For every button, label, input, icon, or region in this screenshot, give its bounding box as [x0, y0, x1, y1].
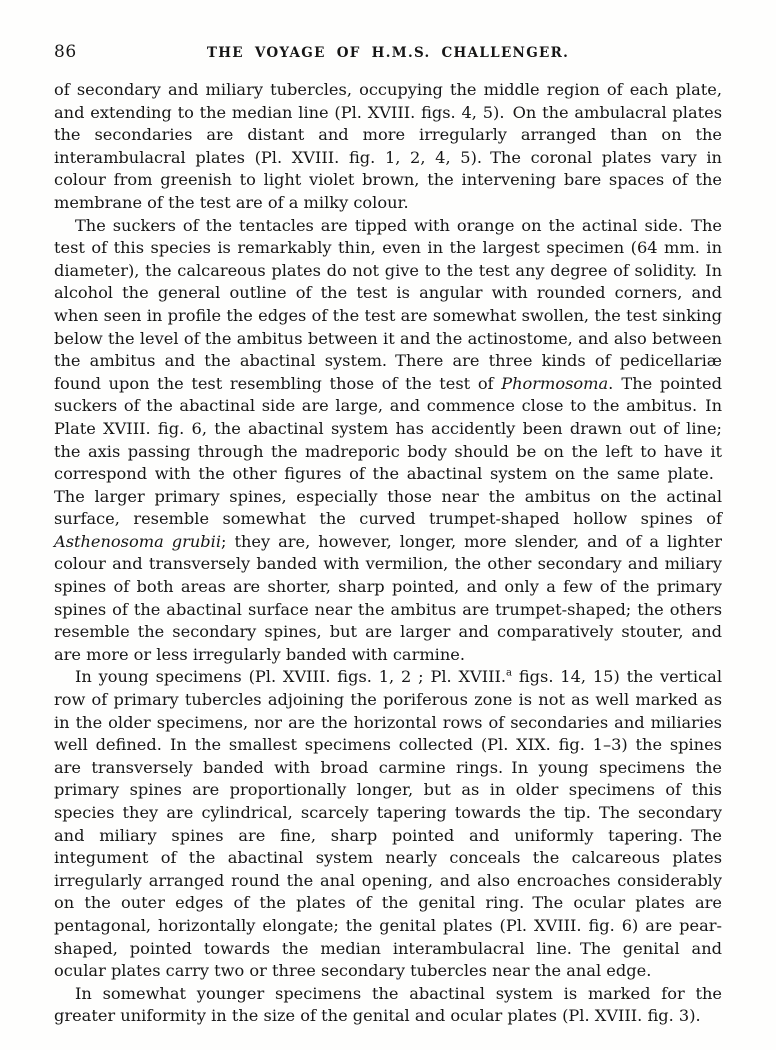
text-segment: The suckers of the tentacles are tipped with orange on the actinal side. The test of this species is remarkably thin, even in the largest specimen (64 mm. in diameter), the calcareous plates do not give to the test any degree of solidity. In alcohol the general outline of the test is angular with rounded corners, and when seen in profile the edges of the test are somewhat swollen, the test sinking below the level of the ambitus between it and the actinostome, and also between the ambitus and the abactinal system. There are three kinds of pedicellariæ found upon the test resembling those of the test of — [54, 215, 722, 393]
plate-superscript: a — [506, 668, 513, 680]
text-segment: In somewhat younger specimens the abactinal system is marked for the greater uniformity in the size of the genital and ocular plates (Pl. XVIII. fig. 3). — [54, 983, 722, 1026]
page-number: 86 — [54, 42, 77, 62]
page-header — [54, 42, 722, 62]
text-segment: . The pointed suckers of the abactinal side are large, and commence close to the ambitus. In Plate XVIII. fig. 6, the abactinal system has accidently been drawn out of line; the axis passing through the madreporic body should be on the left to have it correspond with the other figures of the abactinal system on the same plate. The larger primary spines, especially those near the ambitus on the actinal surface, resemble somewhat the curved trumpet-shaped hollow spines of — [54, 373, 722, 529]
running-head: THE VOYAGE OF H.M.S. CHALLENGER. — [206, 45, 570, 61]
text-segment: In young specimens (Pl. XVIII. figs. 1, 2 ; Pl. XVIII. — [75, 667, 507, 687]
species-name: Asthenosoma grubii — [54, 531, 221, 551]
page-body — [54, 79, 722, 1028]
species-name: Phormosoma — [501, 373, 609, 393]
paragraph — [54, 666, 722, 982]
text-segment: figs. 14, 15) the vertical row of primary tubercles adjoining the poriferous zone is not as well marked as in the older specimens, nor are the horizontal rows of secondaries and miliaries well defined. In the smallest specimens collected (Pl. XIX. fig. 1–3) the spines are transversely banded with broad carmine rings. In young specimens the primary spines are proportionally longer, but as in older specimens of this species they are cylindrical, scarcely tapering towards the tip. The secondary and miliary spines are fine, sharp pointed and uniformly tapering. The integument of the abactinal system nearly conceals the calcareous plates irregularly arranged round the anal opening, and also encroaches considerably on the outer edges of the plates of the genital ring. The ocular plates are pentagonal, horizontally elongate; the genital plates (Pl. XVIII. fig. 6) are pear-shaped, pointed towards the median interambulacral line. The genital and ocular plates carry two or three secondary tubercles near the anal edge. — [54, 667, 722, 981]
paragraph — [54, 215, 722, 667]
text-segment: of secondary and miliary tubercles, occupying the middle region of each plate, and extending to the median line (Pl. XVIII. figs. 4, 5). On the ambulacral plates the secondaries are distant and more irregularly arranged than on the interambulacral plates (Pl. XVIII. fig. 1, 2, 4, 5). The coronal plates vary in colour from greenish to light violet brown, the intervening bare spaces of the membrane of the test are of a milky colour. — [54, 80, 722, 212]
text-segment: ; they are, however, longer, more slender, and of a lighter colour and transversely banded with vermilion, the other secondary and miliary spines of both areas are shorter, sharp pointed, and only a few of the primary spines of the abactinal surface near the ambitus are trumpet-shaped; the others resemble the secondary spines, but are larger and comparatively stouter, and are more or less irregularly banded with carmine. — [54, 531, 722, 664]
paragraph — [54, 79, 722, 215]
paragraph — [54, 983, 722, 1028]
